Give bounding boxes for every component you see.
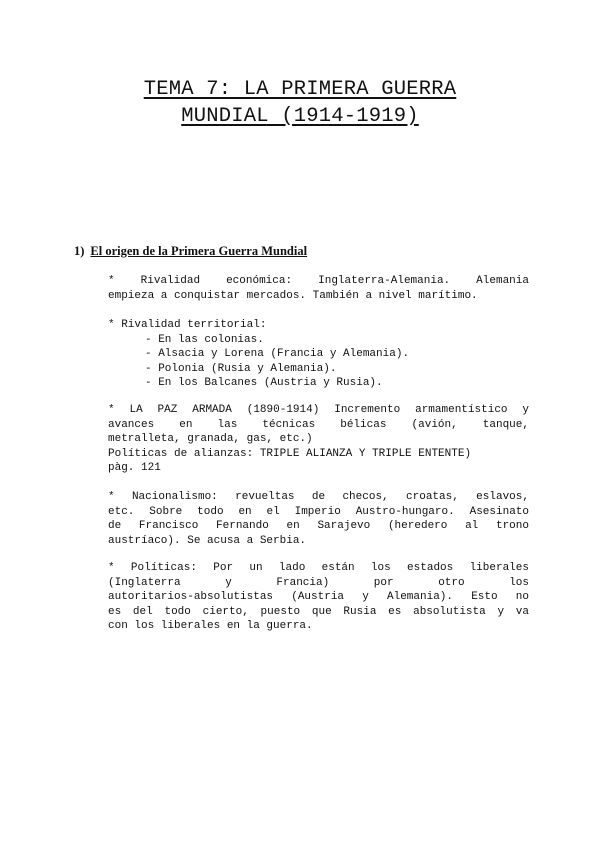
list-item: - En los Balcanes (Austria y Rusia). [145,377,383,390]
list-item: - Alsacia y Lorena (Francia y Alemania). [145,348,410,361]
text-line: Políticas de alianzas: TRIPLE ALIANZA Y TRIPLE ENTENTE) [108,447,472,460]
title-line-1: TEMA 7: LA PRIMERA GUERRA [143,78,457,101]
text-line: autoritarios-absolutistas (Austria y Alemania). Esto no [108,591,529,604]
text-line: pàg. 121 [108,462,161,475]
text-line: * Rivalidad económica: Inglaterra-Alemania. Alemania [108,275,529,287]
section-number: 1) [74,244,85,258]
text-line: es del todo cierto, puesto que Rusia es absolutista y va [108,605,529,618]
text-line: * Nacionalismo: revueltas de checos, croatas, eslavos, [108,491,529,503]
paragraph-territorial-rivalry [108,318,529,391]
paragraph-nationalism [108,490,529,548]
list-item: - Polonia (Rusia y Alemania). [145,362,337,375]
text-line: empieza a conquistar mercados. También a nivel marítimo. [108,289,478,302]
paragraph-politics [108,561,529,634]
section-heading [74,243,307,259]
text-line: de Francisco Fernando en Sarajevo (heredero al trono [108,520,529,533]
paragraph-economic-rivalry [108,274,529,303]
title-line-2: MUNDIAL (1914-1919) [181,105,419,128]
text-line: (Inglaterra y Francia) por otro los [108,576,529,589]
list-item: - En las colonias. [145,333,264,346]
text-line: austríaco). Se acusa a Serbia. [108,534,307,547]
text-line: * Rivalidad territorial: [108,319,267,331]
text-line: * LA PAZ ARMADA (1890-1914) Incremento armamentístico y [108,404,529,416]
text-line: avances en las técnicas bélicas (avión, tanque, [108,418,529,431]
text-line: * Políticas: Por un lado están los estados liberales [108,562,529,574]
paragraph-armed-peace [108,403,529,476]
text-line: etc. Sobre todo en el Imperio Austro-hungaro. Asesinato [108,505,529,518]
text-line: metralleta, granada, gas, etc.) [108,433,313,446]
section-heading-text: El origen de la Primera Guerra Mundial [90,244,308,258]
text-line: con los liberales en la guerra. [108,620,313,633]
document-title [0,76,600,130]
